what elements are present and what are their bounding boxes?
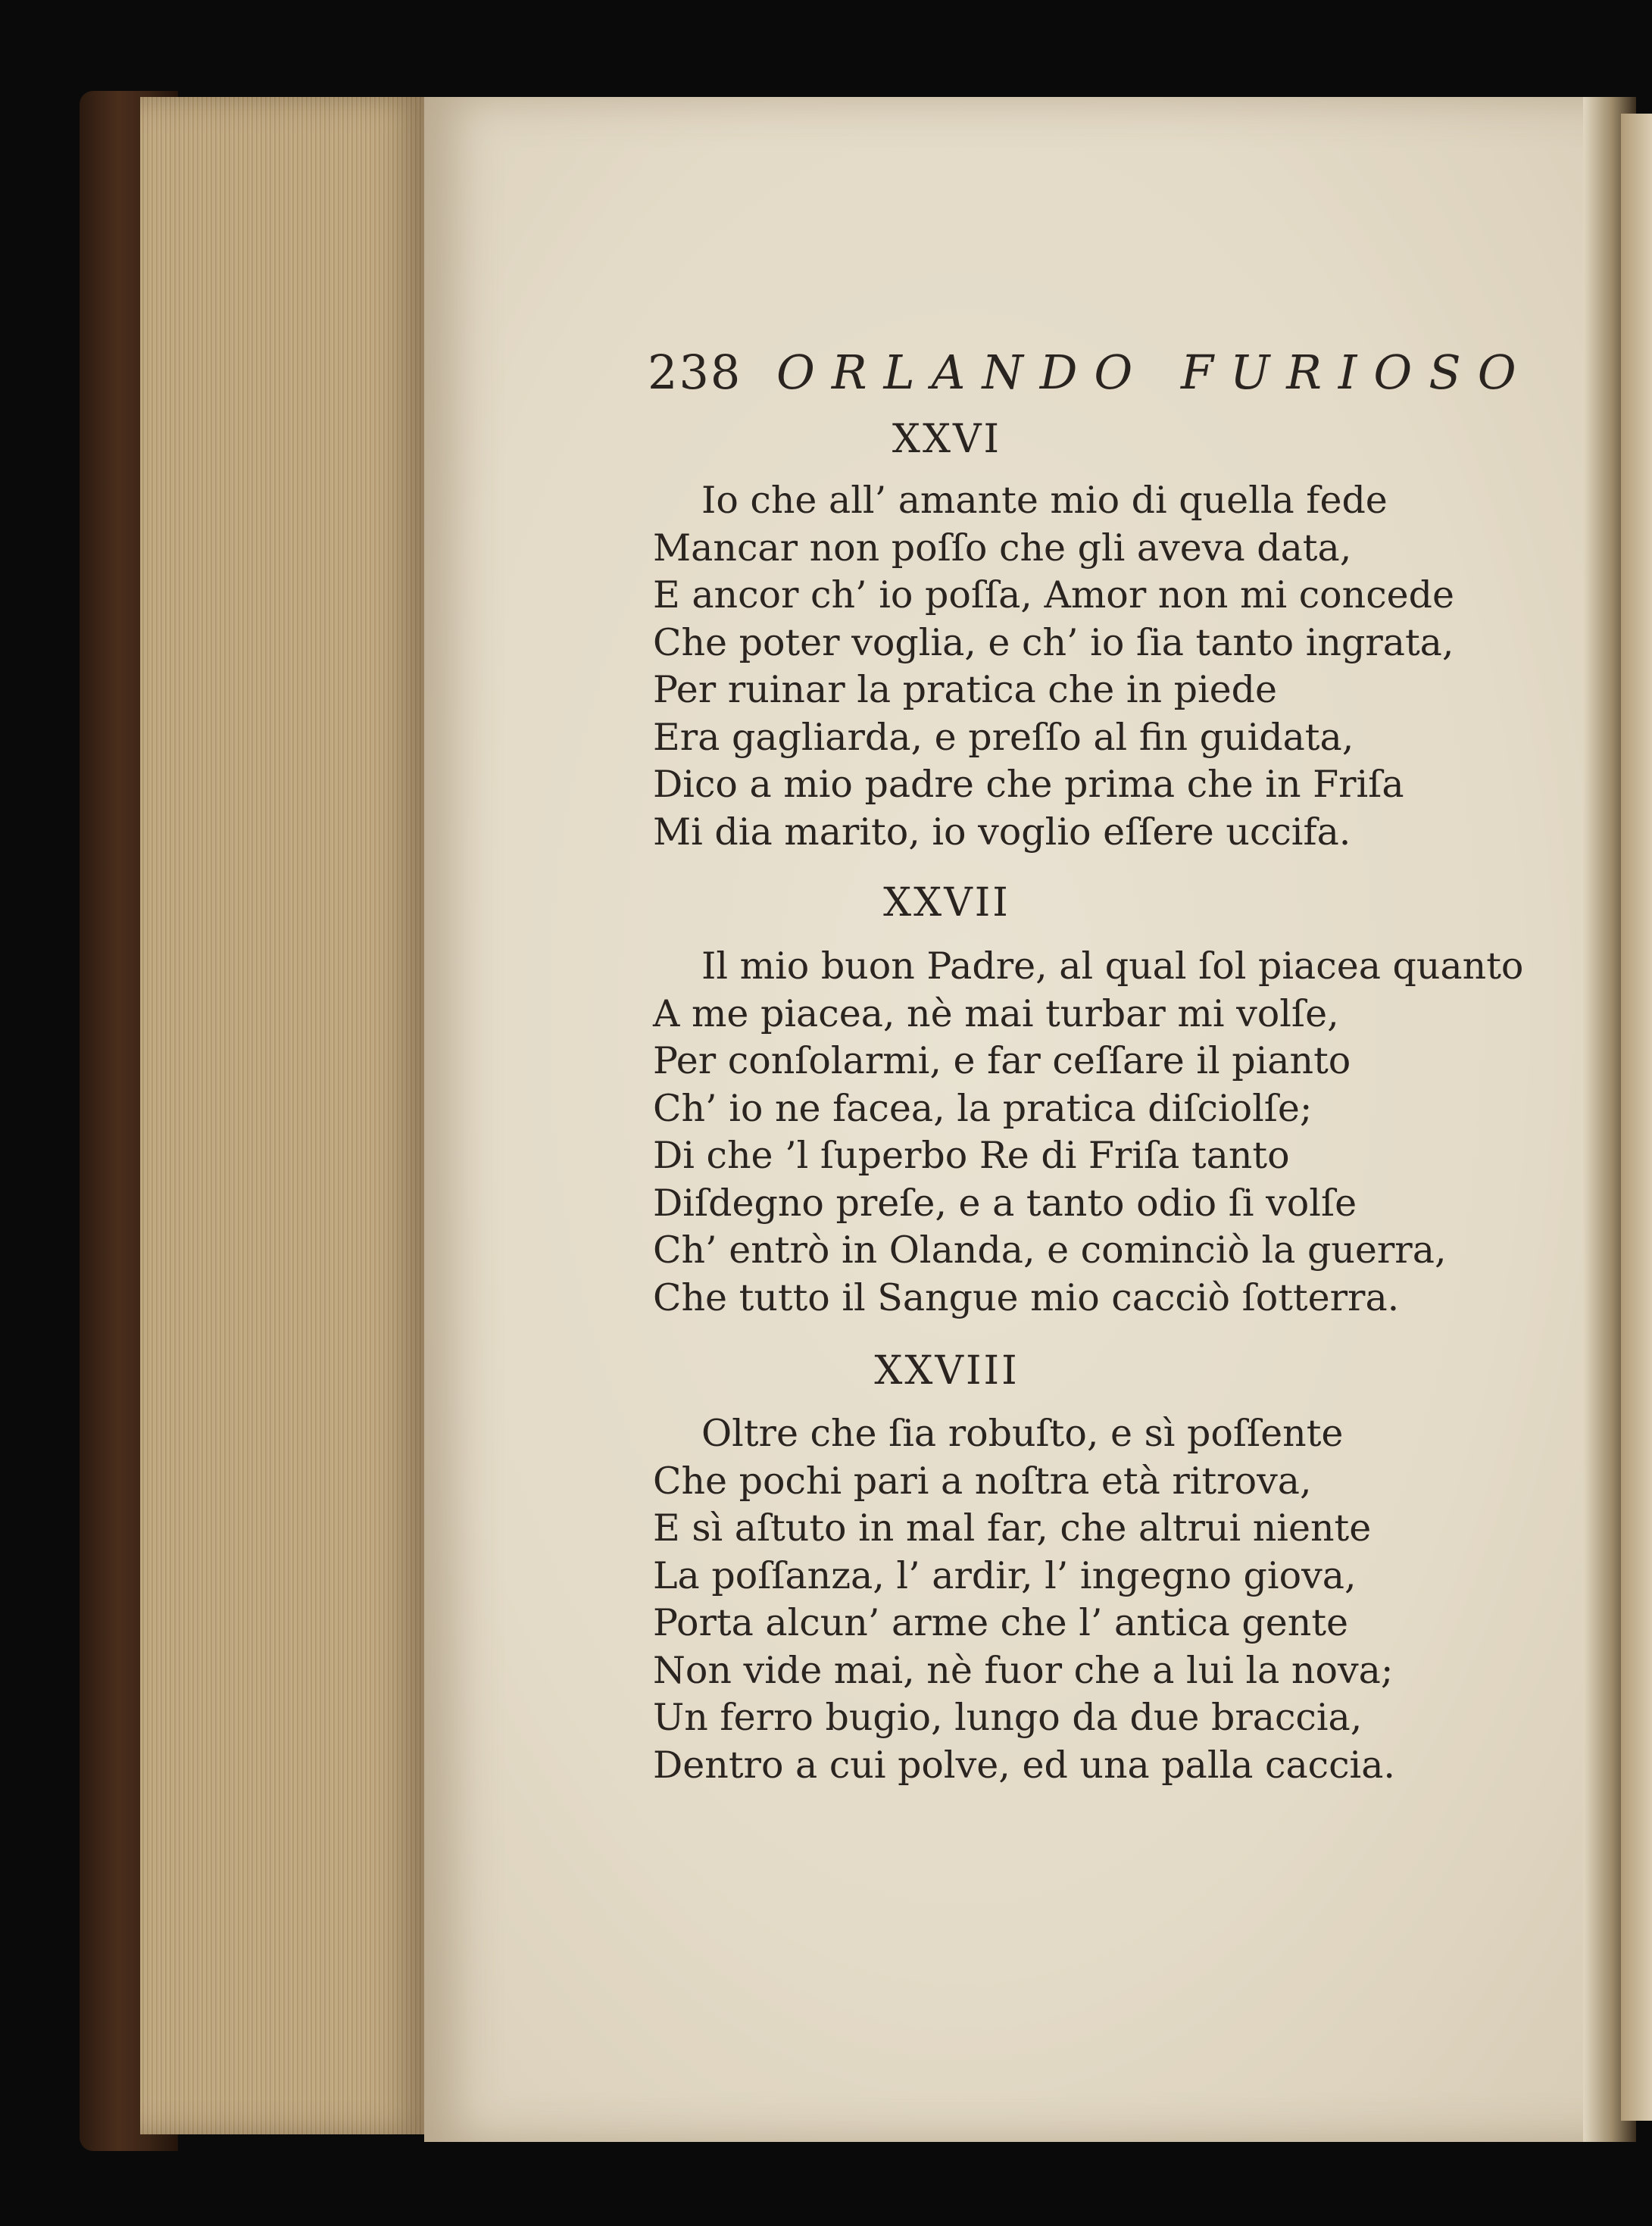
verse-line: A me piacea, nè mai turbar mi volſe, (653, 991, 1339, 1035)
running-title: ORLANDO FURIOSO (776, 345, 1533, 400)
stanza (653, 943, 1524, 1322)
verse-line: E sì aſtuto in mal far, che altrui niente (653, 1506, 1372, 1550)
verse-line: Ch’ entrò in Olanda, e cominciò la guerra, (653, 1229, 1447, 1272)
verse-line: Dentro a cui polve, ed una palla caccia. (653, 1743, 1395, 1787)
stanza-number: XXVII (883, 880, 1010, 926)
verse-line: Che tutto il Sangue mio cacciò ſotterra. (653, 1275, 1400, 1319)
verse-line: La poſſanza, l’ ardir, l’ ingegno giova, (653, 1553, 1357, 1597)
verse-line: Non vide mai, nè fuor che a lui la nova; (653, 1648, 1394, 1692)
verse-line: Il mio buon Padre, al qual ſol piacea quanto (701, 944, 1524, 988)
verse-line: Mi dia marito, io voglio eſſere uccifa. (653, 810, 1351, 854)
verse-line: Di che ’l ſuperbo Re di Friſa tanto (653, 1134, 1290, 1177)
verse-line: Un ferro bugio, lungo da due braccia, (653, 1696, 1363, 1739)
stanza (653, 1410, 1509, 1789)
verse-line: Dico a mio padre che prima che in Friſa (653, 763, 1404, 806)
verse-line: Per ruinar la pratica che in piede (653, 668, 1278, 711)
verse-line: Era gagliarda, e preſſo al fin guidata, (653, 715, 1354, 759)
stanza-number: XXVIII (874, 1348, 1020, 1394)
page-stack-edge (140, 97, 428, 2134)
verse-line: Che pochi pari a noſtra età ritrova, (653, 1459, 1312, 1503)
verse-line: Ch’ io ne facea, la pratica diſciolſe; (653, 1086, 1313, 1130)
verse-line: Oltre che ſia robuſto, e sì poſſente (701, 1412, 1344, 1455)
page-header (648, 345, 1533, 413)
verse-line: E ancor ch’ io poſſa, Amor non mi concede (653, 573, 1455, 617)
stanza-number: XXVI (892, 417, 1002, 462)
verse-line: Diſdegno preſe, e a tanto odio ſi volſe (653, 1181, 1357, 1225)
verse-line: Per conſolarmi, e far ceſſare il pianto (653, 1039, 1351, 1082)
facing-page-edge (1621, 114, 1652, 2121)
verse-line: Porta alcun’ arme che l’ antica gente (653, 1601, 1349, 1644)
verse-line: Mancar non poſſo che gli aveva data, (653, 526, 1352, 570)
verse-line: Che poter voglia, e ch’ io ſia tanto ingrata, (653, 620, 1454, 664)
stanza (653, 477, 1509, 856)
verse-line: Io che all’ amante mio di quella fede (701, 479, 1388, 522)
page-number: 238 (648, 345, 742, 400)
